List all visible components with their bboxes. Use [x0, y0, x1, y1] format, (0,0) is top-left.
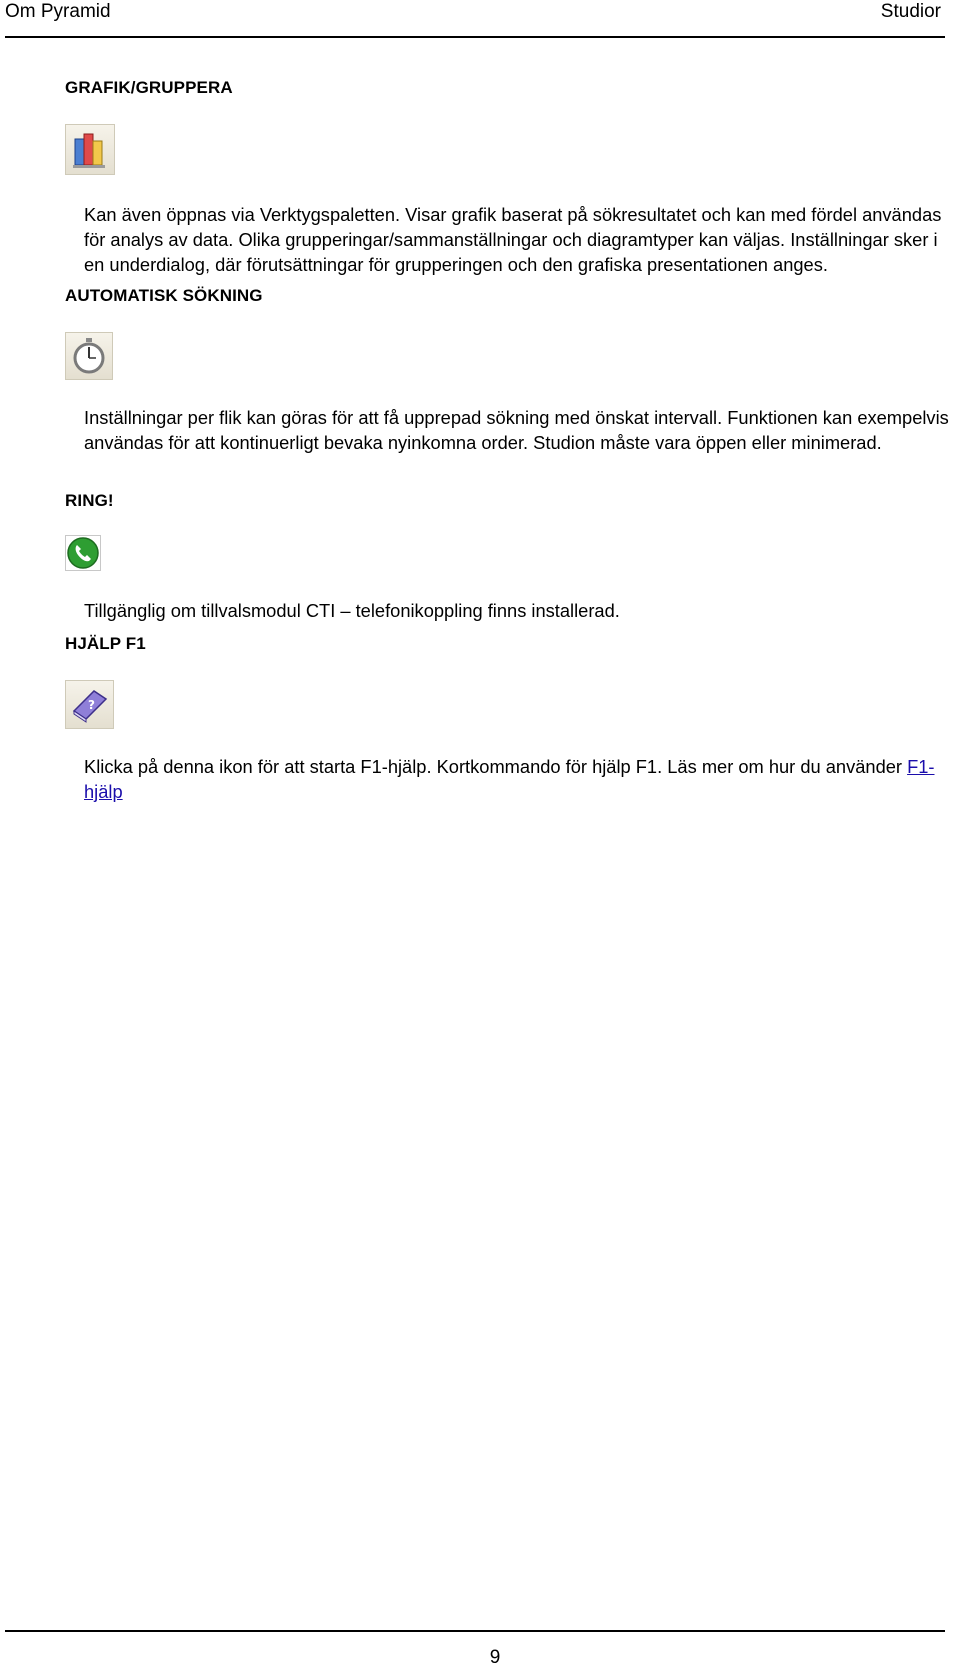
section-text-ring: Tillgänglig om tillvalsmodul CTI – telefonikoppling finns installerad.: [84, 600, 620, 621]
section-text-automatisk: Inställningar per flik kan göras för att få upprepad sökning med önskat intervall. Funktionen kan exempelvis användas för att kontinuerligt bevaka nyinkomna order. Studion måste vara öppen eller minimerad.: [84, 407, 949, 453]
section-text-hjalp: [84, 754, 954, 804]
stopwatch-icon[interactable]: [65, 332, 113, 380]
page-number: 9: [489, 1647, 501, 1668]
f1-help-link[interactable]: F1-hjälp: [84, 756, 935, 802]
header-left-title: Om Pyramid: [5, 1, 111, 22]
phone-icon[interactable]: [65, 535, 101, 571]
section-title-automatisk: AUTOMATISK SÖKNING: [65, 286, 263, 305]
section-text-hjalp-content: Klicka på denna ikon för att starta F1-hjälp. Kortkommando för hjälp F1. Läs mer om hur du använder: [84, 756, 908, 777]
section-title-hjalp: HJÄLP F1: [65, 634, 146, 653]
header-right-title: Studior: [880, 1, 941, 22]
books-chart-icon[interactable]: [65, 124, 115, 175]
section-title-ring: RING!: [65, 491, 114, 510]
page-header: [5, 0, 945, 38]
footer-rule: [5, 1630, 945, 1632]
svg-text:?: ?: [88, 698, 95, 712]
section-text-grafik: Kan även öppnas via Verktygspaletten. Visar grafik baserat på sökresultatet och kan med fördel användas för analys av data. Olika grupperingar/sammanställningar och diagramtyper kan väljas. Inställningar sker i en underdialog, där förutsättningar för grupperingen och den grafiska presentationen anges.: [84, 204, 942, 275]
section-title-grafik: GRAFIK/GRUPPERA: [65, 78, 233, 97]
help-book-icon[interactable]: [65, 680, 114, 729]
